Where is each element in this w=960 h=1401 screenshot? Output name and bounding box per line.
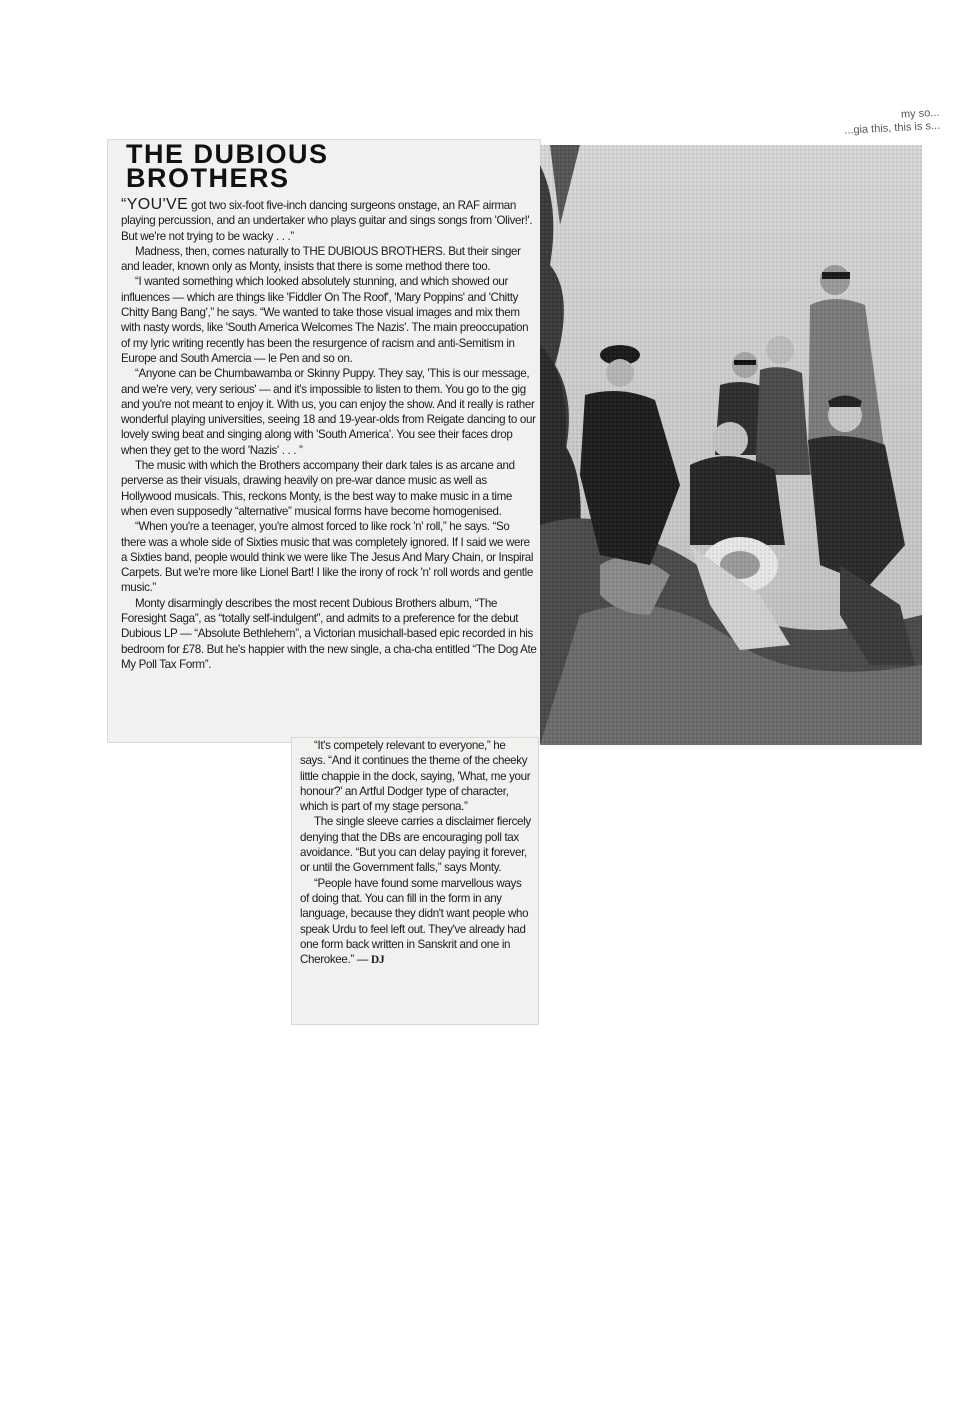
torn-fragment-line-2: ...gia this, this is s... [843,119,941,137]
article-paragraph-6: “When you're a teenager, you're almost forced to like rock 'n' roll,” he says. “So there was a whole side of Sixties music that was completely ignored. If I said we were a Sixties band, people would think we were like The Jesus And Mary Chain, or Inspiral Carpets. But we're more like Lionel Bart! I like the irony of rock 'n' roll words and gentle music.” [121,520,534,595]
article-paragraph-5: The music with which the Brothers accompany their dark tales is as arcane and perverse as their visuals, drawing heavily on pre-war dance music as well as Hollywood musicals. This, reckons Monty, is the best way to make music in a time when even supposedly “alternative” musical forms have become homogenised. [121,459,515,518]
article-paragraph-1 [121,197,537,244]
article-paragraph-10 [300,876,532,968]
torn-fragment-line-1: my so... [900,106,940,121]
article-paragraph-3: “I wanted something which looked absolutely stunning, and which showed our influences — which are things like 'Fiddler On The Roof', 'Mary Poppins' and 'Chitty Chitty Bang Bang',” he says. “We wanted to take those visual images and mix them with nasty words, like 'South America Welcomes The Nazis'. The main preoccupation of my lyric writing recently has been the resurgence of racism and anti-Semitism in Europe and South Amercia — le Pen and so on. [121,275,529,365]
band-photo [540,145,922,745]
article-paragraph-8: “It's competely relevant to everyone,” he says. “And it continues the theme of the cheeky little chappie in the dock, saying, 'What, me your honour?' an Artful Dodger type of character, which is part of my stage persona.” [300,739,531,814]
article-column-main [121,197,537,672]
article-column-continued [300,738,532,967]
byline: DJ [370,953,385,967]
headline [126,139,426,193]
band-photo-icon [540,145,922,745]
article-paragraph-7: Monty disarmingly describes the most recent Dubious Brothers album, “The Foresight Saga”, as “totally self-indulgent”, and admits to a preference for the debut Dubious LP — “Absolute Bethlehem”, a Victorian musichall-based epic recorded in his bedroom for £78. But he's happier with the new single, a cha-cha entitled “The Dog Ate My Poll Tax Form”. [121,596,537,671]
article-paragraph-10-text: “People have found some marvellous ways of doing that. You can fill in the form in any language, because they didn't want people who speak Urdu to feel left out. They've already had one form back written in Sanskrit and one in Cherokee.” — [300,876,529,967]
headline-line-2: BROTHERS [126,163,290,193]
torn-fragment [814,107,940,144]
article-paragraph-4: “Anyone can be Chumbawamba or Skinny Puppy. They say, 'This is our message, and we're very, very serious' — and it's impossible to listen to them. You go to the gig and you're not meant to enjoy it. With us, you can enjoy the show. And it really is rather wonderful playing universities, seeing 18 and 19-year-olds from Reigate dancing to our lovely swing beat and singing along with 'South America'. You see their faces drop when they get to the word 'Nazis' . . . ” [121,367,536,457]
article-paragraph-1-text: got two six-foot five-inch dancing surgeons onstage, an RAF airman playing percussion, and an undertaker who plays guitar and sings songs from 'Oliver!'. But we're not trying to be wacky . . .” [121,199,533,243]
headline-line-1: THE DUBIOUS [126,139,329,169]
article-paragraph-2: Madness, then, comes naturally to THE DUBIOUS BROTHERS. But their singer and leader, known only as Monty, insists that there is some method there too. [121,244,521,274]
article-paragraph-9: The single sleeve carries a disclaimer fiercely denying that the DBs are encouraging poll tax avoidance. “But you can delay paying it forever, or until the Government falls,” says Monty. [300,815,531,875]
article-lead-word: “YOU'VE [121,196,189,213]
